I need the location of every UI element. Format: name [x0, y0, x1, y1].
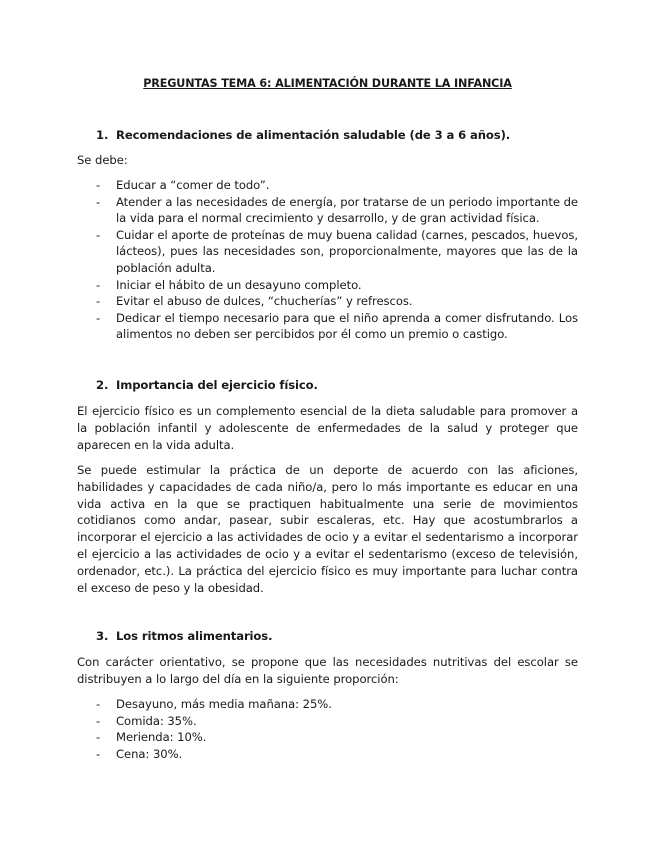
list-item: - Desayuno, más media mañana: 25%. — [96, 697, 332, 711]
list-item: - Dedicar el tiempo necesario para que el niño aprenda a comer disfrutando. Los alimentos no deben ser percibidos por él como un premio o castigo. — [96, 310, 578, 342]
section-1-title: Recomendaciones de alimentación saludable (de 3 a 6 años). — [116, 128, 511, 142]
section-2-paragraph-2: Se puede estimular la práctica de un deporte de acuerdo con las aficiones, habilidades y capacidades de cada niño/a, pero lo más importante es educar en una vida activa en la que se practiquen habitualmente una serie de movimientos cotidianos como andar, pasear, subir escaleras, etc. Hay que acostumbrarlos a incorporar el ejercicio a las actividades de ocio y a evitar el sedentarismo a incorporar el ejercicio a las actividades de ocio y a evitar el sedentarismo (exceso de televisión, ordenador, etc.). La práctica del ejercicio físico es muy importante para luchar contra el exceso de peso y la obesidad. — [77, 463, 578, 595]
bullet-dash: - — [96, 277, 101, 292]
bullet-dash: - — [96, 730, 101, 745]
bullet-dash: - — [96, 697, 101, 711]
section-2-title: Importancia del ejercicio físico. — [116, 378, 318, 392]
section-1-bullet-list — [96, 177, 578, 343]
list-item: - Merienda: 10%. — [96, 730, 207, 745]
section-3-title: Los ritmos alimentarios. — [116, 629, 273, 643]
list-item: - Educar a “comer de todo”. — [96, 178, 270, 192]
bullet-dash: - — [96, 194, 101, 209]
bullet-dash: - — [96, 294, 101, 309]
bullet-dash: - — [96, 178, 101, 192]
section-1-number: 1. — [96, 128, 109, 142]
bullet-dash: - — [96, 746, 101, 761]
bullet-dash: - — [96, 227, 101, 242]
section-1-heading — [96, 128, 510, 142]
list-item: - Evitar el abuso de dulces, “chucherías” y refrescos. — [96, 294, 413, 309]
list-item: - Atender a las necesidades de energía, por tratarse de un periodo importante de la vida para el normal crecimiento y desarrollo, y de gran actividad física. — [96, 194, 578, 226]
bullet-dash: - — [96, 310, 101, 325]
section-2-paragraph-1: El ejercicio físico es un complemento esencial de la dieta saludable para promover a la población infantil y adolescente de enfermedades de la salud y proteger que aparecen en la vida adulta. — [77, 404, 578, 452]
document-title: PREGUNTAS TEMA 6: ALIMENTACIÓN DURANTE LA INFANCIA — [143, 77, 512, 90]
section-3-bullet-list — [96, 696, 578, 762]
list-item: - Iniciar el hábito de un desayuno completo. — [96, 277, 362, 292]
section-2-heading — [96, 378, 318, 392]
list-item: - Cuidar el aporte de proteínas de muy buena calidad (carnes, pescados, huevos, lácteos), pues las necesidades son, proporcionalmente, mayores que las de la población adulta. — [96, 227, 578, 275]
section-3-heading — [96, 629, 272, 643]
section-3-number: 3. — [96, 629, 109, 643]
list-item: - Cena: 30%. — [96, 746, 183, 761]
list-item: - Comida: 35%. — [96, 713, 197, 728]
bullet-dash: - — [96, 713, 101, 728]
section-1-intro: Se debe: — [77, 153, 128, 167]
section-3-intro: Con carácter orientativo, se propone que las necesidades nutritivas del escolar se distribuyen a lo largo del día en la siguiente proporción: — [77, 655, 578, 686]
section-2-number: 2. — [96, 378, 109, 392]
